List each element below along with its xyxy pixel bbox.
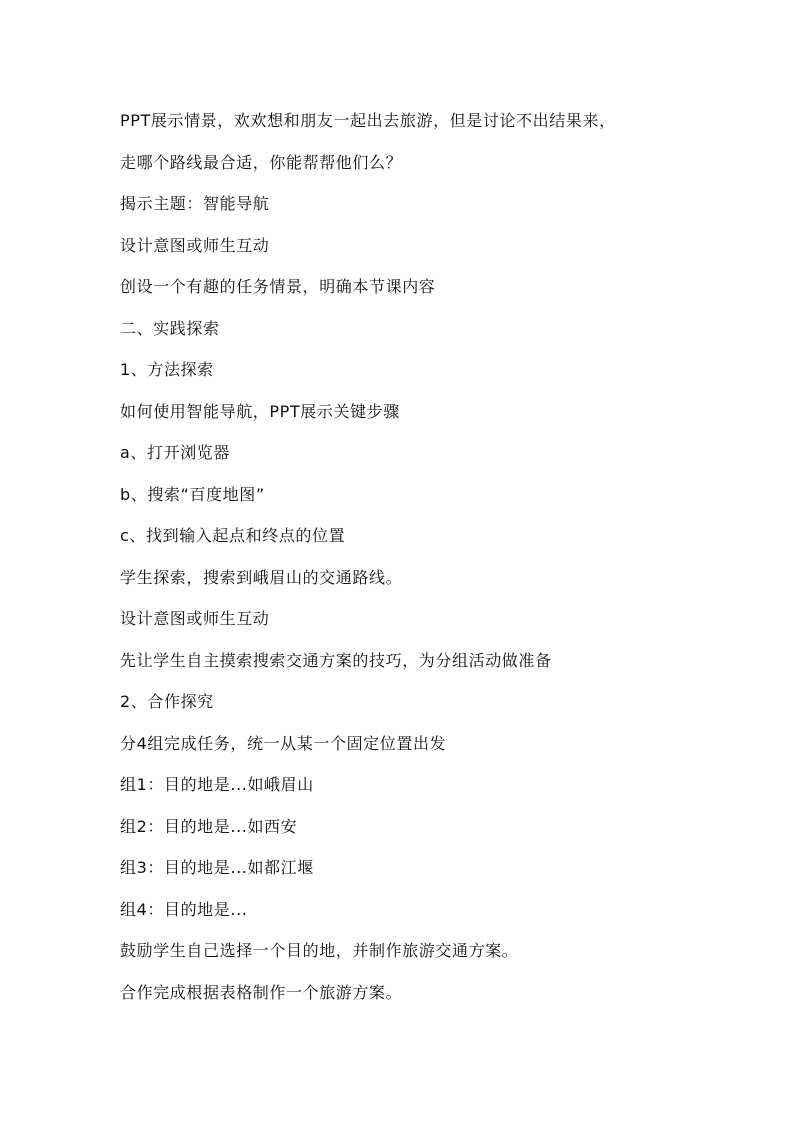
group-3: 组3：目的地是...如都江堰 xyxy=(120,858,314,877)
section-heading-practice: 二、实践探索 xyxy=(120,318,220,338)
group-1: 组1：目的地是...如峨眉山 xyxy=(120,775,314,794)
subsection-cooperative-inquiry: 2、合作探究 xyxy=(120,692,214,711)
step-c: c、找到输入起点和终点的位置 xyxy=(120,526,346,545)
group-4: 组4：目的地是... xyxy=(120,899,248,919)
step-b: b、搜索“百度地图” xyxy=(120,484,265,504)
intro-scenario-line-2: 走哪个路线最合适，你能帮帮他们么？ xyxy=(120,152,403,172)
document-body xyxy=(120,100,720,1013)
design-intent-text: 创设一个有趣的任务情景，明确本节课内容 xyxy=(120,277,436,296)
topic-reveal: 揭示主题：智能导航 xyxy=(120,194,270,213)
student-exploration: 学生探索，搜索到峨眉山的交通路线。 xyxy=(120,567,403,587)
method-intro: 如何使用智能导航，PPT展示关键步骤 xyxy=(120,401,400,421)
group-task-intro: 分4组完成任务，统一从某一个固定位置出发 xyxy=(120,733,447,753)
design-intent-heading-2: 设计意图或师生互动 xyxy=(120,609,270,628)
cooperative-plan: 合作完成根据表格制作一个旅游方案。 xyxy=(120,982,403,1002)
design-intent-text-2: 先让学生自主摸索搜索交通方案的技巧，为分组活动做准备 xyxy=(120,650,552,670)
intro-scenario-line-1: PPT展示情景，欢欢想和朋友一起出去旅游，但是讨论不出结果来， xyxy=(120,111,616,130)
design-intent-heading: 设计意图或师生互动 xyxy=(120,235,270,255)
subsection-method-exploration: 1、方法探索 xyxy=(120,360,214,379)
step-a: a、打开浏览器 xyxy=(120,443,231,462)
encourage-students: 鼓励学生自己选择一个目的地，并制作旅游交通方案。 xyxy=(120,941,519,960)
group-2: 组2：目的地是...如西安 xyxy=(120,816,298,836)
